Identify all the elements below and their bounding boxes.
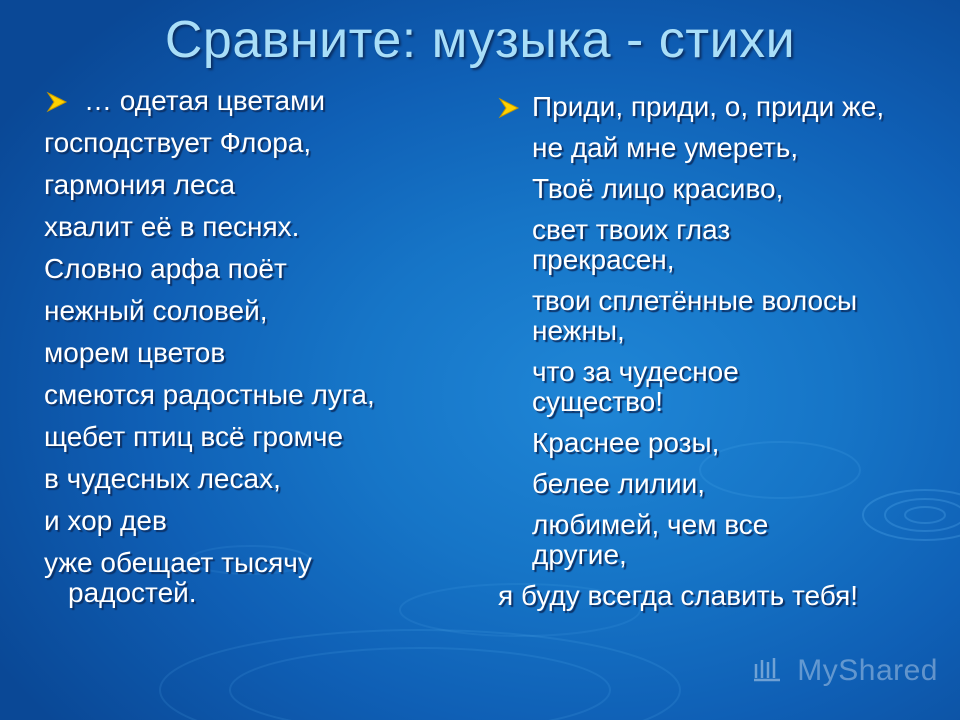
watermark-logo: [752, 654, 938, 688]
left-line: морем цветов: [44, 337, 226, 368]
arrowhead-bullet-icon: [46, 91, 68, 113]
right-line: не дай мне умереть,: [532, 132, 799, 163]
left-line: Словно арфа поёт: [44, 253, 287, 284]
right-line-text: Приди, приди, о, приди же,: [532, 91, 885, 122]
left-line: [44, 86, 464, 116]
left-line: в чудесных лесах,: [44, 463, 281, 494]
left-column: [44, 86, 464, 620]
slideshare-logo-icon: [752, 654, 782, 684]
right-line: любимей, чем все другие,: [532, 509, 769, 570]
left-line: нежный соловей,: [44, 295, 268, 326]
left-line: и хор дев: [44, 505, 167, 536]
right-column: [498, 92, 928, 622]
slide-title: Сравните: музыка - стихи: [164, 11, 796, 69]
right-line: твои сплетённые волосы нежны,: [532, 285, 858, 346]
right-line: что за чудесное существо!: [532, 356, 739, 417]
right-line: свет твоих глаз прекрасен,: [532, 214, 731, 275]
right-line: [498, 92, 892, 122]
left-line: господствует Флора,: [44, 127, 312, 158]
arrowhead-bullet-icon: [498, 97, 520, 119]
left-line: уже обещает тысячу радостей.: [44, 547, 312, 608]
right-line: белее лилии,: [532, 468, 706, 499]
left-line-text: … одетая цветами: [84, 85, 325, 116]
left-line: хвалит её в песнях.: [44, 211, 300, 242]
left-line: смеются радостные луга,: [44, 379, 375, 410]
right-line: Твоё лицо красиво,: [532, 173, 784, 204]
right-line: Краснее розы,: [532, 427, 720, 458]
watermark-text: MyShared: [797, 654, 938, 687]
right-line: я буду всегда славить тебя!: [498, 580, 859, 611]
left-line: щебет птиц всё громче: [44, 421, 344, 452]
left-line: гармония леса: [44, 169, 236, 200]
